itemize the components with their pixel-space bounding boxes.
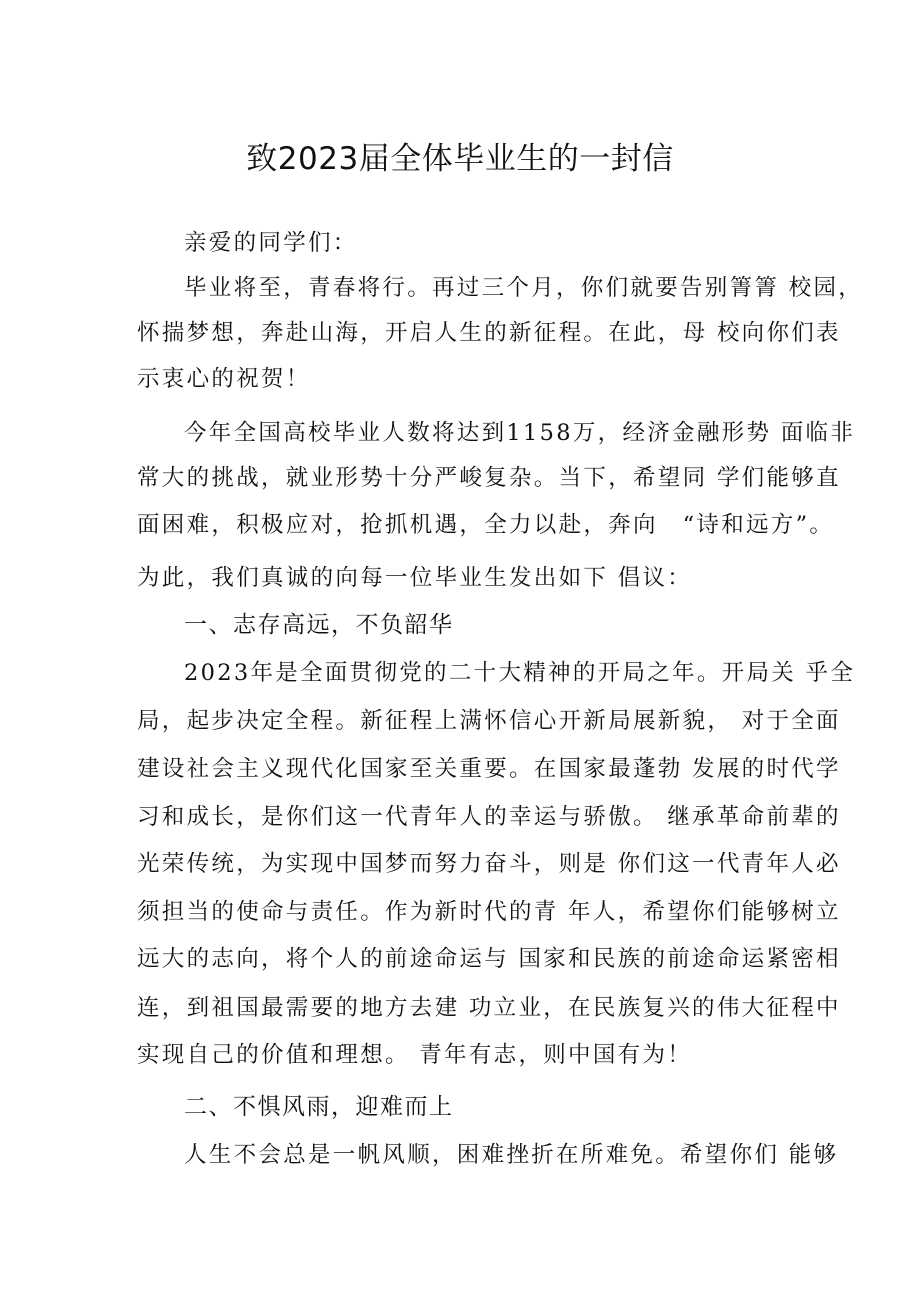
paragraph-3-line-3: 建设社会主义现代化国家至关重要。在国家最蓬勃 发展的时代学 (137, 756, 841, 782)
paragraph-2-line-1: 今年全国高校毕业人数将达到1158万，经济金融形势 面临非 (184, 420, 856, 446)
paragraph-3-line-7: 远大的志向，将个人的前途命运与 国家和民族的前途命运紧密相 (137, 946, 841, 972)
paragraph-3-line-8: 连，到祖国最需要的地方去建 功立业，在民族复兴的伟大征程中 (137, 995, 841, 1021)
paragraph-2-line-3: 面困难，积极应对，抢抓机遇，全力以赴，奔向 “诗和远方”。 (137, 512, 835, 538)
paragraph-3-line-6: 须担当的使命与责任。作为新时代的青 年人，希望你们能够树立 (137, 899, 841, 925)
paragraph-3-line-1: 2023年是全面贯彻党的二十大精神的开局之年。开局关 乎全 (184, 660, 856, 686)
paragraph-3-line-5: 光荣传统，为实现中国梦而努力奋斗，则是 你们这一代青年人必 (137, 851, 841, 877)
paragraph-3-line-9: 实现自己的价值和理想。 青年有志，则中国有为！ (137, 1042, 693, 1068)
document-title: 致2023届全体毕业生的一封信 (246, 141, 674, 177)
paragraph-2-line-2: 常大的挑战，就业形势十分严峻复杂。当下，希望同 学们能够直 (137, 465, 841, 491)
greeting: 亲爱的同学们： (184, 230, 358, 256)
paragraph-3-line-4: 习和成长，是你们这一代青年人的幸运与骄傲。 继承革命前辈的 (137, 804, 841, 830)
paragraph-1-line-2: 怀揣梦想，奔赴山海，开启人生的新征程。在此，母 校向你们表 (137, 320, 841, 346)
paragraph-4-line-1: 人生不会总是一帆风顺，困难挫折在所难免。希望你们 能够 (184, 1142, 839, 1168)
paragraph-1-line-3: 示衷心的祝贺！ (137, 366, 311, 392)
paragraph-3-line-2: 局，起步决定全程。新征程上满怀信心开新局展新貌， 对于全面 (137, 708, 841, 734)
section-heading-1: 一、志存高远，不负韶华 (184, 612, 454, 638)
paragraph-2-line-4: 为此，我们真诚的向每一位毕业生发出如下 倡议： (137, 565, 693, 591)
paragraph-1-line-1: 毕业将至，青春将行。再过三个月，你们就要告别箐箐 校园， (184, 275, 864, 301)
section-heading-2: 二、不惧风雨，迎难而上 (184, 1094, 454, 1120)
